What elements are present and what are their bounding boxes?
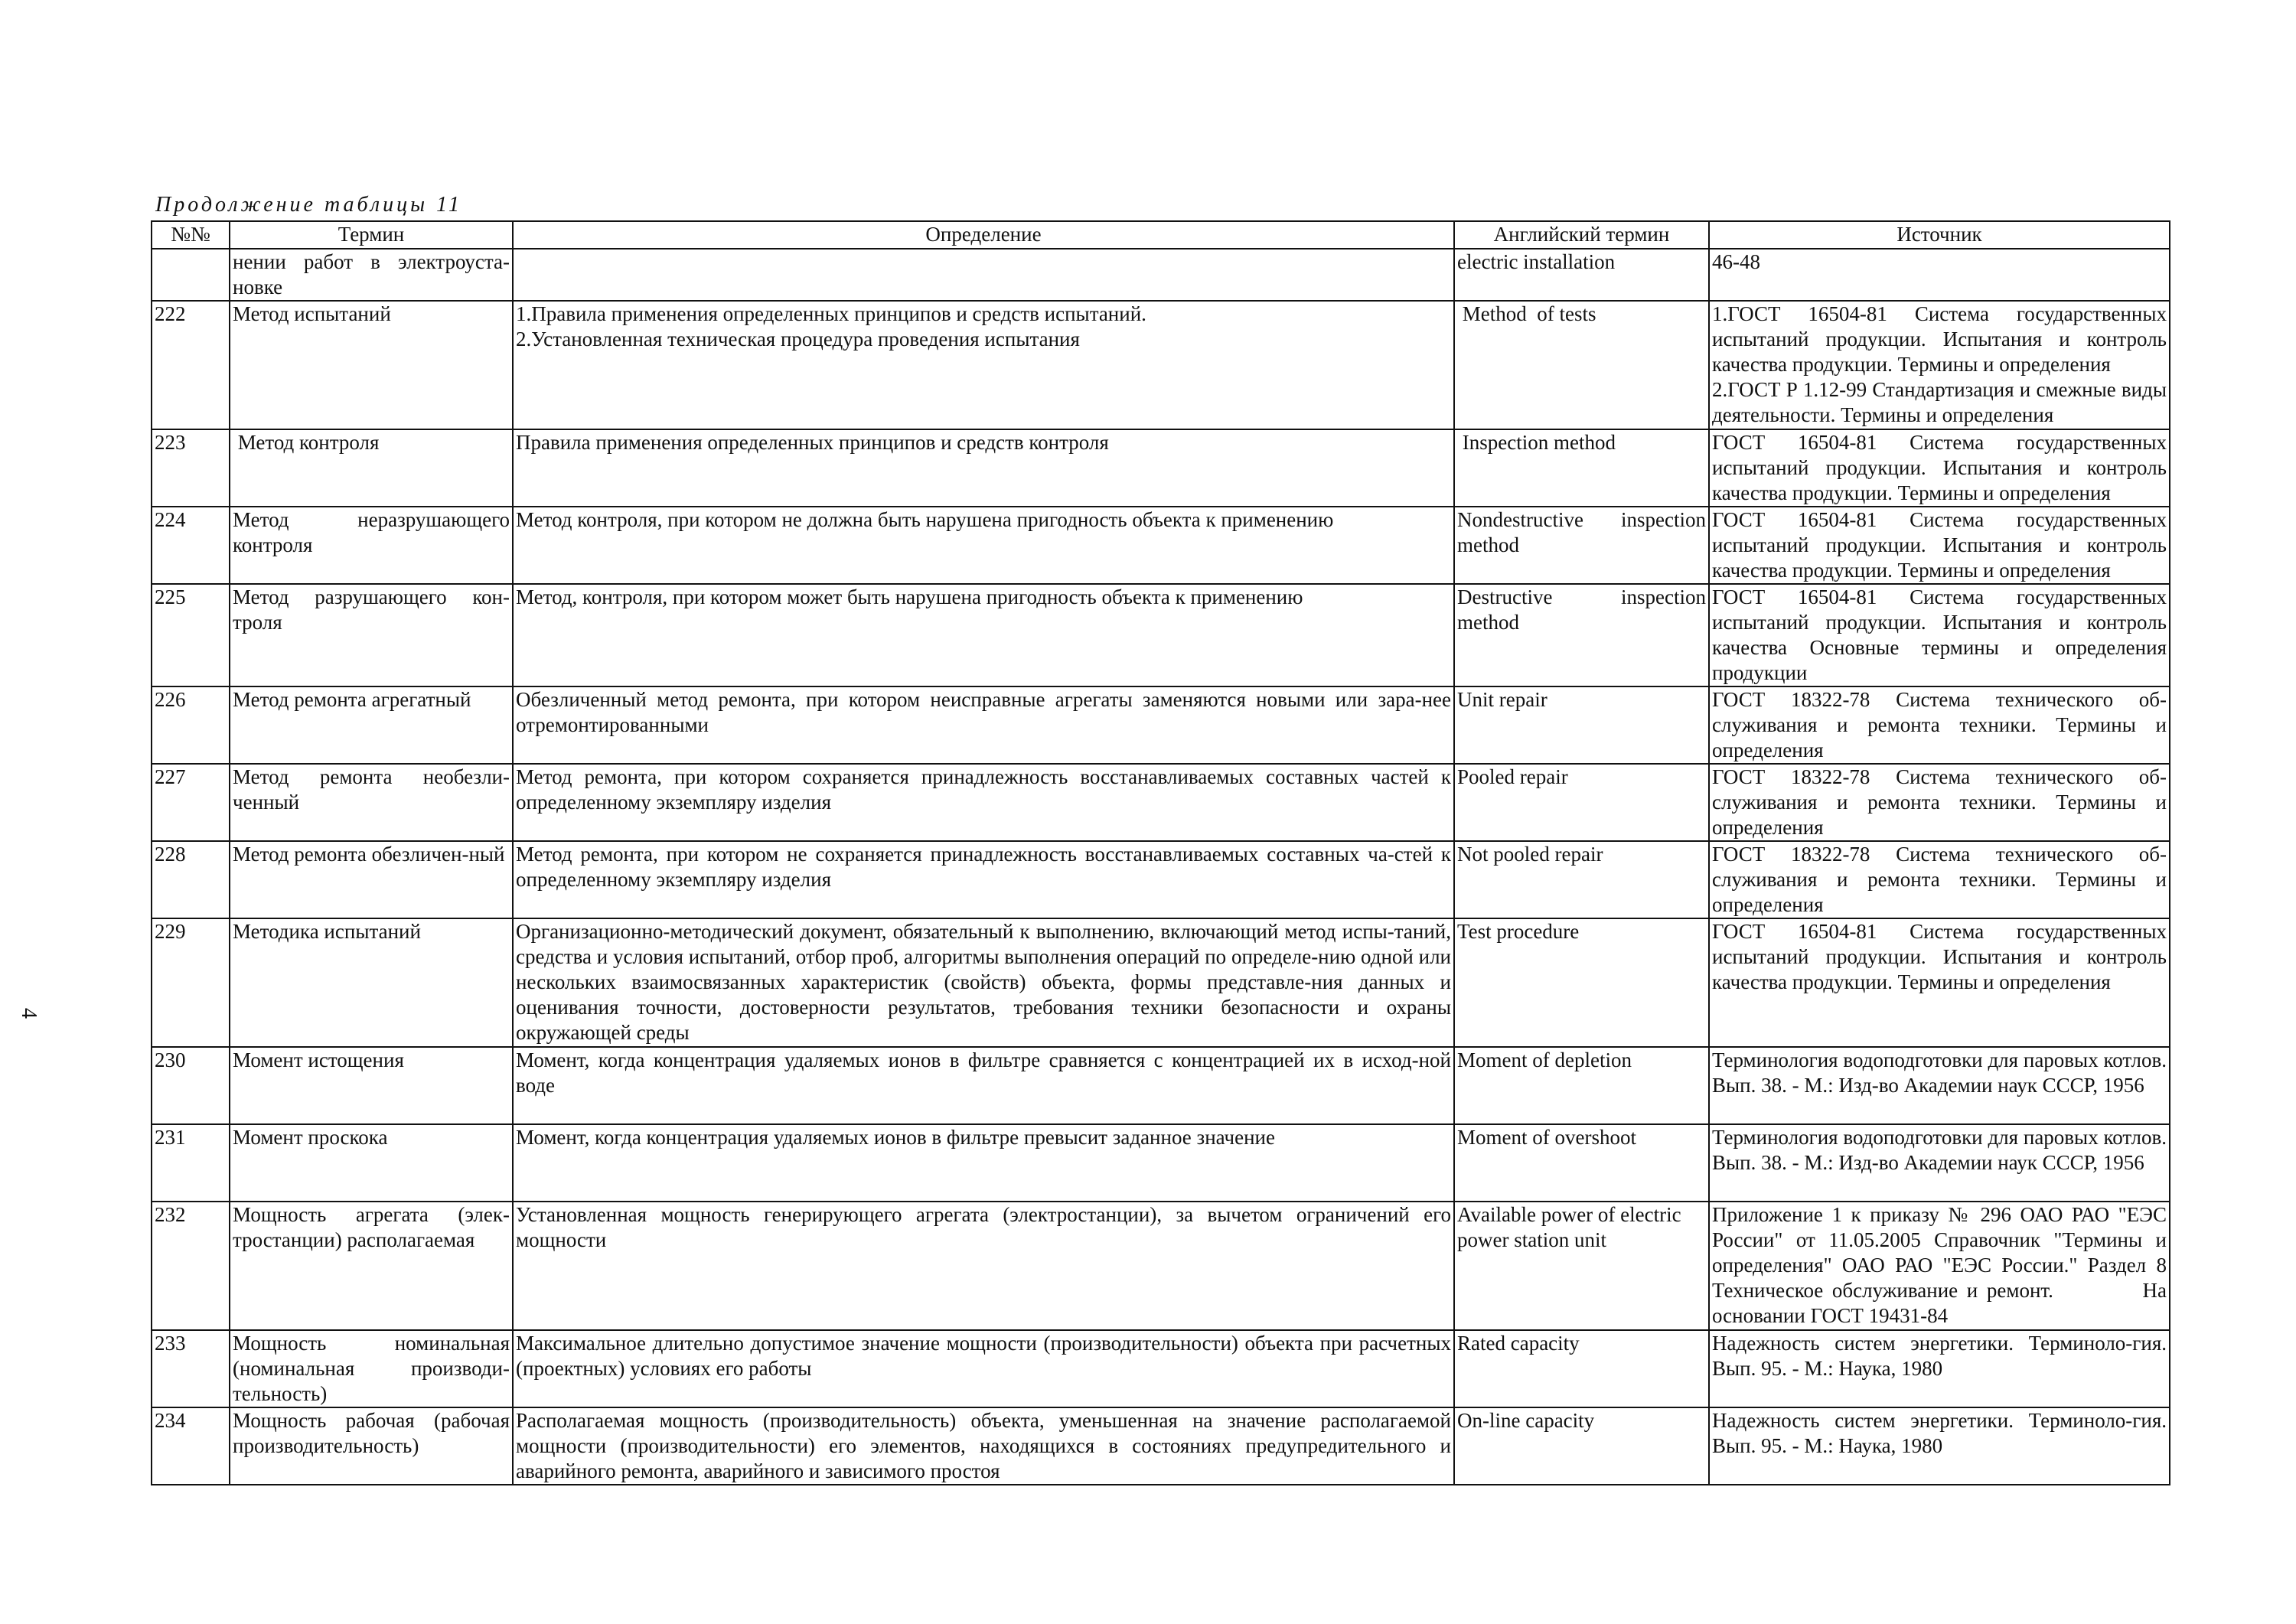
header-row xyxy=(152,221,2170,249)
row-term: нении работ в электроуста-новке xyxy=(230,249,513,301)
row-number: 232 xyxy=(152,1202,230,1330)
table-row xyxy=(152,301,2170,429)
row-english-term: Moment of depletion xyxy=(1454,1047,1709,1124)
table-row xyxy=(152,918,2170,1047)
row-number: 224 xyxy=(152,507,230,584)
row-english-term: Available power of electric power station unit xyxy=(1454,1202,1709,1330)
source-part-2: 2.ГОСТ Р 1.12-99 Стандартизация и смежные виды деятельности. Термины и определения xyxy=(1712,378,2167,426)
row-number: 233 xyxy=(152,1330,230,1407)
table-continuation-caption: Продолжение таблицы 11 xyxy=(155,193,462,217)
terms-table xyxy=(151,220,2170,1485)
row-definition: Метод ремонта, при котором сохраняется принадлежность восстанавливаемых составных частей к определенному экземпляру изделия xyxy=(513,764,1454,841)
row-english-term: Destructive inspection method xyxy=(1454,584,1709,686)
row-english-term: Rated capacity xyxy=(1454,1330,1709,1407)
row-term: Мощность агрегата (элек-тростанции) располагаемая xyxy=(230,1202,513,1330)
row-english-term: Nondestructive inspection method xyxy=(1454,507,1709,584)
table-row xyxy=(152,584,2170,686)
row-definition: Организационно-методический документ, обязательный к выполнению, включающий метод испы-таний, средства и условия испытаний, отбор проб, алгоритмы выполнения операций по определе-нию одной или нескольких взаимосвязанных характеристик (свойств) объекта, формы представле-ния данных и оценивания точности, достоверности результатов, требования техники безопасности и охраны окружающей среды xyxy=(513,918,1454,1047)
row-english-term: Not pooled repair xyxy=(1454,841,1709,918)
table-row xyxy=(152,686,2170,764)
table-body xyxy=(152,249,2170,1485)
table-row xyxy=(152,249,2170,301)
table-row xyxy=(152,841,2170,918)
definition-part-2: 2.Установленная техническая процедура проведения испытания xyxy=(516,328,1080,351)
header-number: №№ xyxy=(152,221,230,249)
row-english-term: Inspection method xyxy=(1454,429,1709,507)
header-term: Термин xyxy=(230,221,513,249)
row-number: 228 xyxy=(152,841,230,918)
row-definition: Правила применения определенных принципов и средств контроля xyxy=(513,429,1454,507)
row-definition xyxy=(513,301,1454,429)
row-term: Момент проскока xyxy=(230,1124,513,1202)
row-term: Метод ремонта обезличен-ный xyxy=(230,841,513,918)
source-part-1: 1.ГОСТ 16504-81 Система государственных испытаний продукции. Испытания и контроль качества продукции. Термины и определения xyxy=(1712,302,2167,376)
row-english-term: electric installation xyxy=(1454,249,1709,301)
row-source: ГОСТ 18322-78 Система технического об-служивания и ремонта техники. Термины и определения xyxy=(1709,841,2170,918)
row-source: ГОСТ 16504-81 Система государственных испытаний продукции. Испытания и контроль качества продукции. Термины и определения xyxy=(1709,918,2170,1047)
table-row xyxy=(152,1047,2170,1124)
header-source: Источник xyxy=(1709,221,2170,249)
row-term: Метод испытаний xyxy=(230,301,513,429)
row-source: ГОСТ 16504-81 Система государственных испытаний продукции. Испытания и контроль качества продукции. Термины и определения xyxy=(1709,507,2170,584)
row-english-term: Moment of overshoot xyxy=(1454,1124,1709,1202)
row-definition: Момент, когда концентрация удаляемых ионов в фильтре сравняется с концентрацией их в исход-ной воде xyxy=(513,1047,1454,1124)
row-source: ГОСТ 16504-81 Система государственных испытаний продукции. Испытания и контроль качества Основные термины и определения продукции xyxy=(1709,584,2170,686)
page-number: 4 xyxy=(17,1008,41,1019)
row-definition: Метод, контроля, при котором может быть нарушена пригодность объекта к применению xyxy=(513,584,1454,686)
row-term: Методика испытаний xyxy=(230,918,513,1047)
row-definition xyxy=(513,249,1454,301)
row-english-term: Test procedure xyxy=(1454,918,1709,1047)
row-term: Мощность номинальная (номинальная производи-тельность) xyxy=(230,1330,513,1407)
row-english-term: Pooled repair xyxy=(1454,764,1709,841)
row-definition: Метод ремонта, при котором не сохраняется принадлежность восстанавливаемых составных ча-стей к определенному экземпляру изделия xyxy=(513,841,1454,918)
row-source: ГОСТ 18322-78 Система технического об-служивания и ремонта техники. Термины и определения xyxy=(1709,686,2170,764)
row-definition: Располагаемая мощность (производительность) объекта, уменьшенная на значение располагаемой мощности (производительности) его элементов, находящихся в состояниях предупредительного и аварийного ремонта, аварийного и зависимого простоя xyxy=(513,1407,1454,1485)
row-term: Метод ремонта агрегатный xyxy=(230,686,513,764)
row-number: 234 xyxy=(152,1407,230,1485)
row-english-term: Method of tests xyxy=(1454,301,1709,429)
table-row xyxy=(152,429,2170,507)
table-row xyxy=(152,507,2170,584)
row-number: 227 xyxy=(152,764,230,841)
row-source: ГОСТ 18322-78 Система технического об-служивания и ремонта техники. Термины и определения xyxy=(1709,764,2170,841)
row-term: Метод ремонта необезли-ченный xyxy=(230,764,513,841)
table-row xyxy=(152,1330,2170,1407)
row-definition: Обезличенный метод ремонта, при котором неисправные агрегаты заменяются новыми или зара-нее отремонтированными xyxy=(513,686,1454,764)
row-source: Надежность систем энергетики. Терминоло-гия. Вып. 95. - М.: Наука, 1980 xyxy=(1709,1330,2170,1407)
row-source: Приложение 1 к приказу № 296 ОАО РАО "ЕЭС России" от 11.05.2005 Справочник "Термины и определения" ОАО РАО "ЕЭС России." Раздел 8 Техническое обслуживание и ремонт. На основании ГОСТ 19431-84 xyxy=(1709,1202,2170,1330)
row-term: Мощность рабочая (рабочая производительность) xyxy=(230,1407,513,1485)
row-english-term: On-line capacity xyxy=(1454,1407,1709,1485)
row-number: 223 xyxy=(152,429,230,507)
row-number: 225 xyxy=(152,584,230,686)
row-term: Метод неразрушающего контроля xyxy=(230,507,513,584)
row-definition: Максимальное длительно допустимое значение мощности (производительности) объекта при расчетных (проектных) условиях его работы xyxy=(513,1330,1454,1407)
table-row xyxy=(152,1407,2170,1485)
row-number: 226 xyxy=(152,686,230,764)
row-english-term: Unit repair xyxy=(1454,686,1709,764)
row-number: 229 xyxy=(152,918,230,1047)
row-term: Метод контроля xyxy=(230,429,513,507)
row-definition: Момент, когда концентрация удаляемых ионов в фильтре превысит заданное значение xyxy=(513,1124,1454,1202)
header-definition: Определение xyxy=(513,221,1454,249)
row-source xyxy=(1709,301,2170,429)
table-row xyxy=(152,1124,2170,1202)
row-number: 222 xyxy=(152,301,230,429)
table-header xyxy=(152,221,2170,249)
table-row xyxy=(152,764,2170,841)
row-number: 230 xyxy=(152,1047,230,1124)
row-definition: Метод контроля, при котором не должна быть нарушена пригодность объекта к применению xyxy=(513,507,1454,584)
row-source: 46-48 xyxy=(1709,249,2170,301)
row-number: 231 xyxy=(152,1124,230,1202)
header-english-term: Английский термин xyxy=(1454,221,1709,249)
row-number xyxy=(152,249,230,301)
row-term: Метод разрушающего кон-троля xyxy=(230,584,513,686)
row-source: Надежность систем энергетики. Терминоло-гия. Вып. 95. - М.: Наука, 1980 xyxy=(1709,1407,2170,1485)
table-row xyxy=(152,1202,2170,1330)
definition-part-1: 1.Правила применения определенных принципов и средств испытаний. xyxy=(516,302,1146,325)
row-definition: Установленная мощность генерирующего агрегата (электростанции), за вычетом ограничений его мощности xyxy=(513,1202,1454,1330)
row-source: Терминология водоподготовки для паровых котлов. Вып. 38. - М.: Изд-во Академии наук СССР, 1956 xyxy=(1709,1047,2170,1124)
row-source: Терминология водоподготовки для паровых котлов. Вып. 38. - М.: Изд-во Академии наук СССР, 1956 xyxy=(1709,1124,2170,1202)
row-term: Момент истощения xyxy=(230,1047,513,1124)
row-source: ГОСТ 16504-81 Система государственных испытаний продукции. Испытания и контроль качества продукции. Термины и определения xyxy=(1709,429,2170,507)
